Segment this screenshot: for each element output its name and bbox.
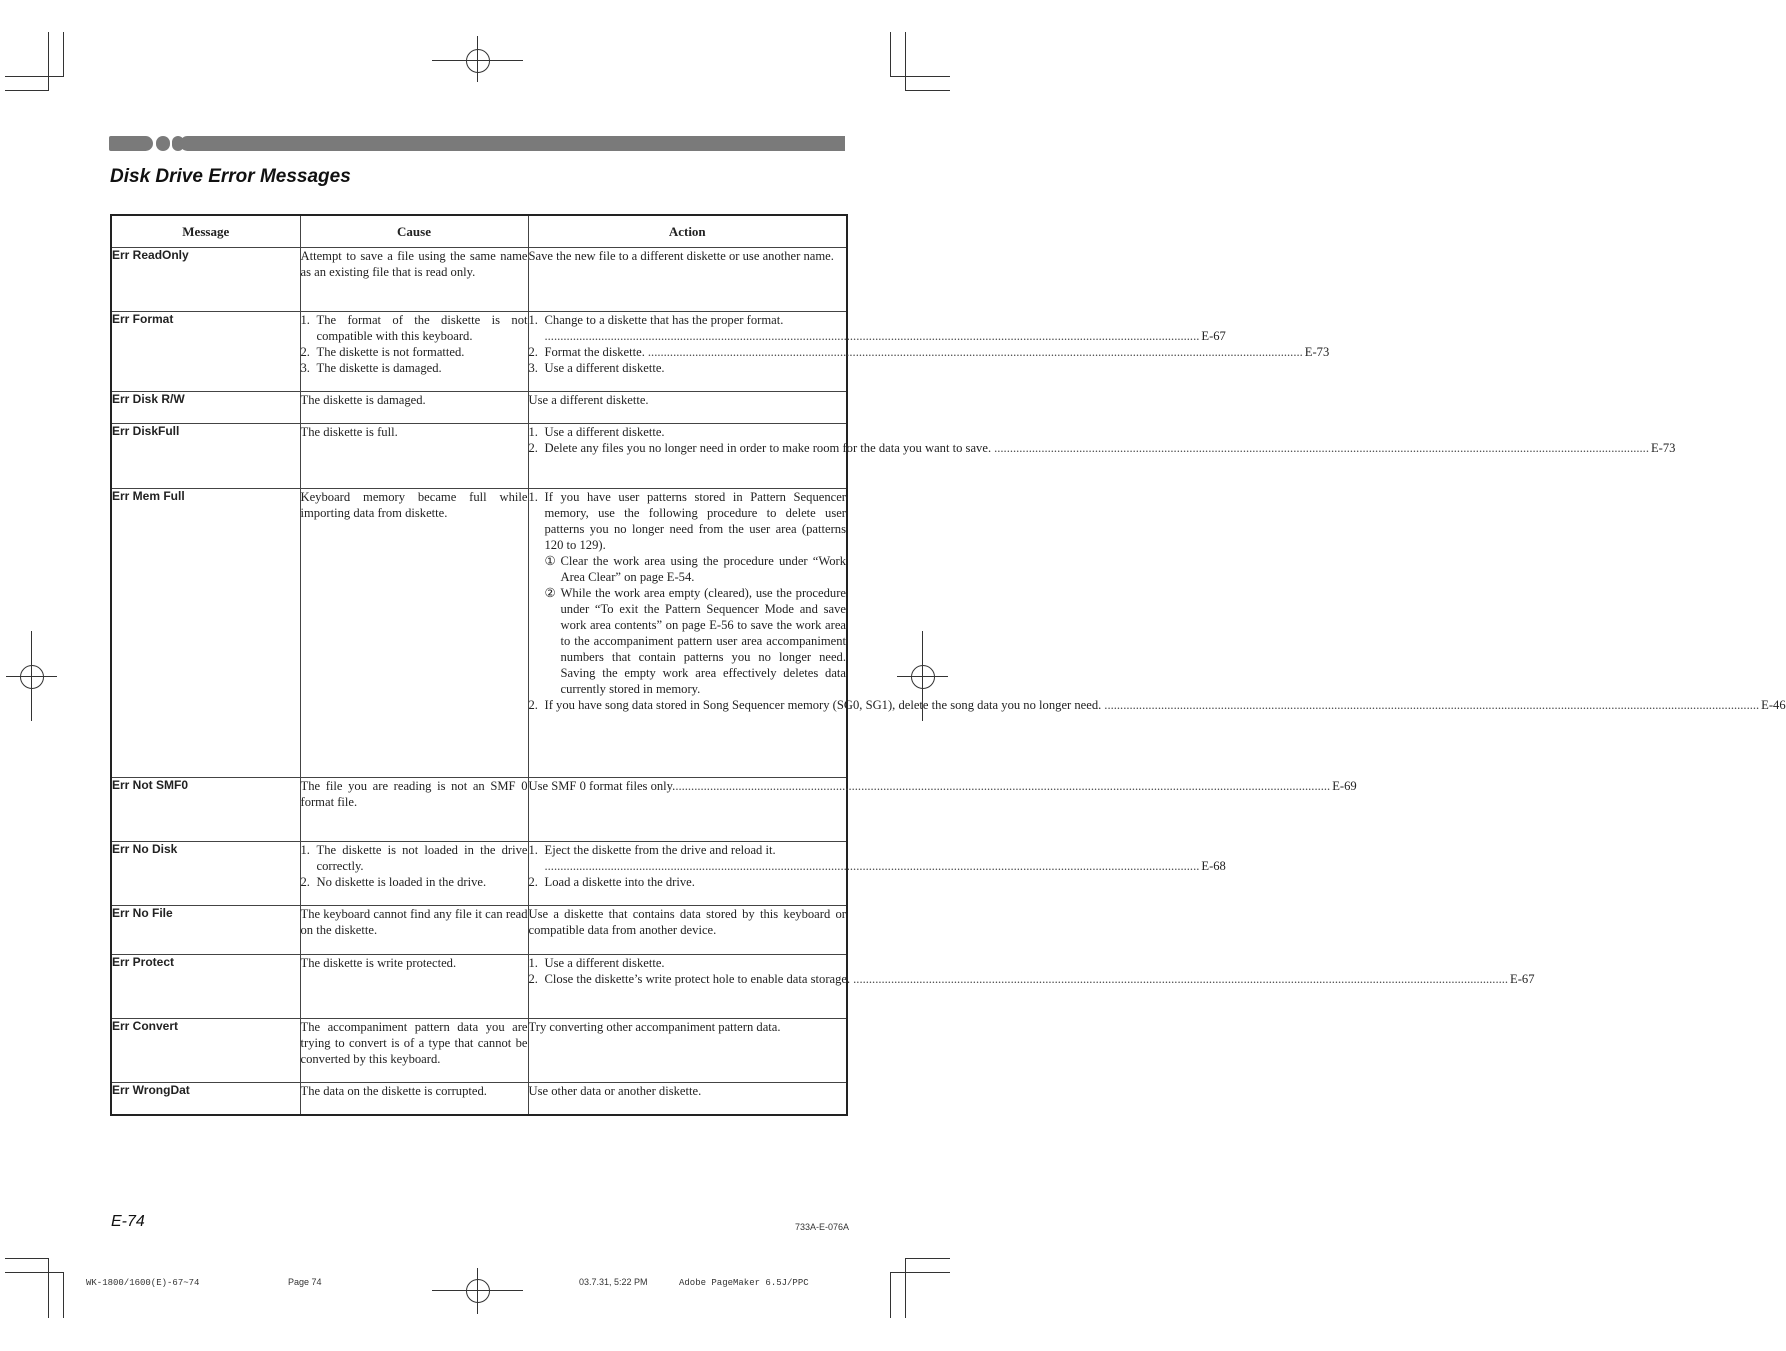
list-item-body: [545, 424, 847, 440]
list-item-body: [317, 360, 528, 376]
table-row: [111, 424, 847, 489]
table-row: [111, 392, 847, 424]
list-item: [301, 874, 528, 890]
page-reference-number: E-73: [1304, 345, 1330, 359]
table-header-row: [111, 215, 847, 248]
error-action: [528, 312, 1330, 392]
error-cause: [300, 489, 528, 778]
list-item-body: [317, 344, 528, 360]
error-message-code: Err No Disk: [111, 842, 300, 906]
error-action: [528, 842, 1226, 906]
list-item: [301, 312, 528, 344]
list-item-text: Close the diskette’s write protect hole to enable data storage.: [544, 972, 851, 986]
file-name: WK-1800/1600(E)-67~74: [86, 1278, 200, 1288]
list-item-text: The format of the diskette is not compatible with this keyboard.: [316, 313, 528, 343]
list-item: [529, 424, 847, 440]
list-item-body: [544, 697, 1786, 713]
list-item: [528, 344, 1330, 360]
leader-dots: [675, 778, 1330, 794]
list-item-text: Use a different diskette.: [544, 425, 665, 439]
page-reference-number: E-67: [1510, 972, 1535, 986]
list-item-body: [317, 312, 528, 344]
section-title: Disk Drive Error Messages: [110, 166, 351, 187]
table-row: [111, 1083, 847, 1115]
list-item: [529, 360, 847, 376]
page-reference: [545, 440, 1676, 456]
list-item-number: 2.: [300, 875, 310, 889]
list-item-text: Format the diskette.: [544, 345, 645, 359]
list-item-number: 3.: [300, 361, 310, 375]
leader-dots: [1104, 697, 1759, 713]
page-reference: [545, 697, 1786, 713]
cell-text: Use other data or another diskette.: [528, 1084, 702, 1098]
cell-text: The file you are reading is not an SMF 0 format file.: [300, 779, 528, 809]
cell-text: The accompaniment pattern data you are trying to convert is of a type that cannot be converted by this keyboard.: [300, 1020, 528, 1066]
error-cause: [300, 1019, 528, 1083]
list-item: [528, 842, 1226, 874]
list-item-number: 1.: [300, 313, 310, 327]
inline-spacer: [545, 971, 854, 987]
step-number: ①: [544, 554, 556, 568]
list-item: [528, 440, 1676, 456]
list-item-number: 1.: [528, 490, 538, 504]
column-header-cause: Cause: [300, 215, 528, 248]
list-item: [528, 971, 1535, 987]
list-item-number: 2.: [528, 875, 538, 889]
error-action: [528, 392, 847, 424]
list-item-body: [317, 842, 528, 874]
list-item-body: [545, 874, 847, 890]
list-item-body: [544, 971, 1535, 987]
error-cause: [300, 248, 528, 312]
list-item-text: Use a different diskette.: [544, 956, 665, 970]
cell-text: The data on the diskette is corrupted.: [300, 1084, 487, 1098]
error-cause: [300, 842, 528, 906]
list-item-number: 1.: [528, 843, 538, 857]
page-reference-number: E-73: [1650, 441, 1676, 455]
inline-spacer: [545, 344, 648, 360]
list-item-number: 1.: [300, 843, 310, 857]
error-message-code: Err DiskFull: [111, 424, 300, 489]
list-item-text: Eject the diskette from the drive and reload it.: [544, 843, 776, 857]
table-row: [111, 778, 847, 842]
error-message-code: Err Disk R/W: [111, 392, 300, 424]
step-number: ②: [544, 586, 556, 600]
cell-text: The diskette is full.: [300, 425, 398, 439]
list-item-number: 2.: [528, 698, 538, 712]
error-action: [528, 424, 1676, 489]
cell-text: Use SMF 0 format files only.: [528, 779, 676, 793]
leader-dots: [545, 858, 1200, 874]
cell-text: Use a diskette that contains data stored by this keyboard or compatible data from another device.: [528, 907, 846, 937]
list-item-text: Delete any files you no longer need in order to make room for the data you want to save.: [544, 441, 992, 455]
step-text: While the work area empty (cleared), use the procedure under “To exit the Pattern Sequencer Mode and save work area contents” on page E-56 to save the work area to the accompaniment pattern user area accompaniment numbers that contain patterns you no longer need. Saving the empty work area effectively deletes data currently stored in memory.: [560, 586, 846, 696]
leader-dots: [648, 344, 1303, 360]
table-row: [111, 312, 847, 392]
list-item: [528, 697, 1786, 713]
cell-text: Save the new file to a different diskette or use another name.: [528, 249, 834, 263]
application-name: Adobe PageMaker 6.5J/PPC: [679, 1278, 809, 1288]
cell-text: The keyboard cannot find any file it can read on the diskette.: [300, 907, 528, 937]
list-item-text: Load a diskette into the drive.: [544, 875, 695, 889]
list-item-body: [544, 312, 1226, 344]
list-item-body: [317, 874, 528, 890]
page-reference-number: E-69: [1332, 779, 1357, 793]
list-item-number: 2.: [528, 441, 538, 455]
text-with-reference: [528, 778, 1357, 794]
list-item-number: 1.: [528, 425, 538, 439]
error-message-code: Err Protect: [111, 955, 300, 1019]
procedure-step: [529, 553, 847, 585]
inline-spacer: [545, 440, 995, 456]
table-row: [111, 248, 847, 312]
table-row: [111, 842, 847, 906]
column-header-action: Action: [528, 215, 847, 248]
leader-dots: [994, 440, 1649, 456]
list-item-body: [545, 489, 847, 553]
list-item: [301, 344, 528, 360]
error-action: [528, 906, 847, 955]
leader-dots: [853, 971, 1508, 987]
table-row: [111, 955, 847, 1019]
error-cause: [300, 906, 528, 955]
list-item: [301, 360, 528, 376]
error-message-code: Err No File: [111, 906, 300, 955]
error-action: [528, 489, 1786, 778]
list-item-body: [545, 360, 847, 376]
leader-dots: [545, 328, 1200, 344]
page-reference-number: E-68: [1201, 859, 1226, 873]
error-cause: [300, 955, 528, 1019]
list-item-text: The diskette is not formatted.: [316, 345, 465, 359]
list-item-text: Change to a diskette that has the proper format.: [544, 313, 784, 327]
list-item-number: 2.: [528, 972, 538, 986]
table-row: [111, 489, 847, 778]
list-item-number: 3.: [528, 361, 538, 375]
cell-text: Use a different diskette.: [528, 393, 649, 407]
table-row: [111, 1019, 847, 1083]
error-message-code: Err ReadOnly: [111, 248, 300, 312]
list-item-text: The diskette is damaged.: [316, 361, 442, 375]
cell-text: Try converting other accompaniment pattern data.: [528, 1020, 781, 1034]
list-item-body: [545, 955, 847, 971]
list-item-text: Use a different diskette.: [544, 361, 665, 375]
error-cause: [300, 424, 528, 489]
list-item-body: [544, 344, 1330, 360]
page-reference: [545, 971, 1535, 987]
list-item-number: 2.: [300, 345, 310, 359]
page-reference: [545, 344, 1330, 360]
error-message-code: Err Convert: [111, 1019, 300, 1083]
page-reference: [545, 328, 1226, 344]
list-item-number: 1.: [528, 956, 538, 970]
list-item: [301, 842, 528, 874]
list-item-number: 1.: [528, 313, 538, 327]
document-code: 733A-E-076A: [795, 1222, 850, 1232]
cell-text: Attempt to save a file using the same name as an existing file that is read only.: [300, 249, 528, 279]
list-item-text: If you have song data stored in Song Sequencer memory (SG0, SG1), delete the song data you no longer need.: [544, 698, 1102, 712]
error-action: [528, 955, 1535, 1019]
list-item: [529, 955, 847, 971]
error-cause: [300, 778, 528, 842]
procedure-step: [529, 585, 847, 697]
list-item: [529, 874, 847, 890]
error-cause: [300, 1083, 528, 1115]
error-action: [528, 1083, 847, 1115]
list-item-text: No diskette is loaded in the drive.: [316, 875, 487, 889]
cell-text: Keyboard memory became full while importing data from diskette.: [300, 490, 528, 520]
error-message-code: Err Mem Full: [111, 489, 300, 778]
error-action: [528, 778, 1357, 842]
page-reference: [545, 858, 1226, 874]
error-action: [528, 1019, 847, 1083]
page-number: E-74: [111, 1213, 145, 1230]
list-item-text: If you have user patterns stored in Pattern Sequencer memory, use the following procedure to delete user patterns you no longer need from the user area (patterns 120 to 129).: [544, 490, 846, 552]
inline-spacer: [545, 697, 1105, 713]
error-action: [528, 248, 847, 312]
error-cause: [300, 312, 528, 392]
list-item-body: [544, 842, 1226, 874]
error-cause: [300, 392, 528, 424]
error-messages-table: [110, 214, 1786, 1116]
list-item-text: The diskette is not loaded in the drive correctly.: [316, 843, 528, 873]
list-item: [528, 312, 1226, 344]
section-header-bar: [109, 136, 845, 151]
column-header-message: Message: [111, 215, 300, 248]
cell-text: The diskette is damaged.: [300, 393, 426, 407]
page-reference-number: E-46: [1761, 698, 1786, 712]
list-item-body: [544, 440, 1676, 456]
table-row: [111, 906, 847, 955]
list-item-number: 2.: [528, 345, 538, 359]
page-reference-number: E-67: [1201, 329, 1226, 343]
error-message-code: Err WrongDat: [111, 1083, 300, 1115]
print-timestamp: 03.7.31, 5:22 PM: [579, 1277, 648, 1287]
step-text: Clear the work area using the procedure under “Work Area Clear” on page E-54.: [560, 554, 846, 584]
page-label: Page 74: [288, 1277, 322, 1287]
list-item: [529, 489, 847, 553]
cell-text: The diskette is write protected.: [300, 956, 457, 970]
error-message-code: Err Not SMF0: [111, 778, 300, 842]
error-message-code: Err Format: [111, 312, 300, 392]
